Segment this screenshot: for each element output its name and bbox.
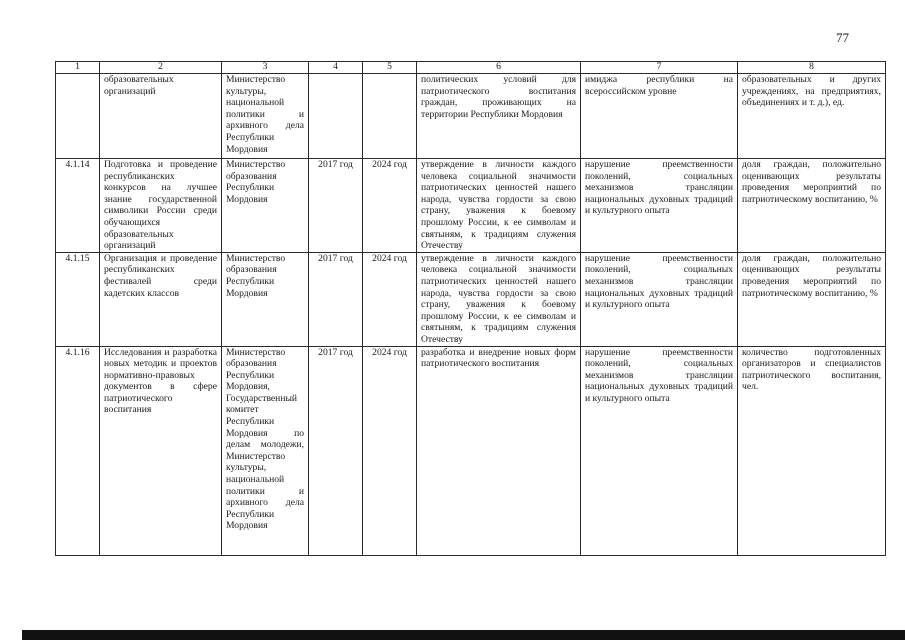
measure-name-cell: Организация и проведение республиканских фестивалей среди кадетских классов <box>100 252 222 346</box>
column-header: 4 <box>309 62 363 74</box>
end-year-cell <box>363 74 417 159</box>
program-measures-table <box>55 61 886 556</box>
non-implementation-consequence-cell: нарушение преемственности поколений, социальных механизмов трансляции национальных духовных традиций и культурного опыта <box>581 252 738 346</box>
expected-result-cell: утверждение в личности каждого человека социальной значимости патриотических ценностей нашего народа, чувства гордости за свою страну, уважения к боевому прошлому России, к ее символам и святыням, к традициям служения Отечеству <box>417 252 581 346</box>
column-header: 6 <box>417 62 581 74</box>
end-year-cell: 2024 год <box>363 252 417 346</box>
indicator-cell: доля граждан, положительно оценивающих результаты проведения мероприятий по патриотическому воспитанию, % <box>738 159 886 253</box>
measure-number-cell <box>56 74 100 159</box>
executor-cell: Министерство образования Республики Мордовия <box>222 252 309 346</box>
measure-number-cell: 4.1.16 <box>56 346 100 555</box>
expected-result-cell: утверждение в личности каждого человека социальной значимости патриотических ценностей нашего народа, чувства гордости за свою страну, уважения к боевому прошлому России, к ее символам и святыням, к традициям служения Отечеству <box>417 159 581 253</box>
measure-name-cell: Подготовка и проведение республиканских конкурсов на лучшее знание государственной символики России среди обучающихся образовательных организаций <box>100 159 222 253</box>
executor-cell: Министерство образования Республики Мордовия <box>222 159 309 253</box>
table-row <box>56 159 886 253</box>
expected-result-cell: политических условий для патриотического воспитания граждан, проживающих на территории Республики Мордовия <box>417 74 581 159</box>
start-year-cell <box>309 74 363 159</box>
non-implementation-consequence-cell: имиджа республики на всероссийском уровне <box>581 74 738 159</box>
expected-result-cell: разработка и внедрение новых форм патриотического воспитания <box>417 346 581 555</box>
non-implementation-consequence-cell: нарушение преемственности поколений, социальных механизмов трансляции национальных духовных традиций и культурного опыта <box>581 346 738 555</box>
table-row <box>56 346 886 555</box>
column-header: 1 <box>56 62 100 74</box>
start-year-cell: 2017 год <box>309 346 363 555</box>
table-row <box>56 74 886 159</box>
column-header: 3 <box>222 62 309 74</box>
column-header: 7 <box>581 62 738 74</box>
non-implementation-consequence-cell: нарушение преемственности поколений, социальных механизмов трансляции национальных духовных традиций и культурного опыта <box>581 159 738 253</box>
end-year-cell: 2024 год <box>363 346 417 555</box>
table-row <box>56 252 886 346</box>
scan-edge-bar <box>22 630 905 640</box>
column-header: 5 <box>363 62 417 74</box>
indicator-cell: доля граждан, положительно оценивающих результаты проведения мероприятий по патриотическому воспитанию, % <box>738 252 886 346</box>
measure-name-cell: Исследования и разработка новых методик и проектов нормативно-правовых документов в сфере патриотического воспитания <box>100 346 222 555</box>
start-year-cell: 2017 год <box>309 252 363 346</box>
end-year-cell: 2024 год <box>363 159 417 253</box>
indicator-cell: образовательных и других учреждениях, на предприятиях, объединениях и т. д.), ед. <box>738 74 886 159</box>
column-header: 2 <box>100 62 222 74</box>
column-header: 8 <box>738 62 886 74</box>
start-year-cell: 2017 год <box>309 159 363 253</box>
column-number-header <box>56 62 886 74</box>
measure-name-cell: образовательных организаций <box>100 74 222 159</box>
page-number: 77 <box>836 30 849 45</box>
executor-cell: Министерство культуры, национальной политики и архивного дела Республики Мордовия <box>222 74 309 159</box>
measure-number-cell: 4.1.14 <box>56 159 100 253</box>
indicator-cell: количество подготовленных организаторов и специалистов патриотического воспитания, чел. <box>738 346 886 555</box>
measure-number-cell: 4.1.15 <box>56 252 100 346</box>
executor-cell: Министерство образования Республики Мордовия, Государственный комитет Республики Мордовия по делам молодежи, Министерство культуры, национальной политики и архивного дела Республики Мордовия <box>222 346 309 555</box>
